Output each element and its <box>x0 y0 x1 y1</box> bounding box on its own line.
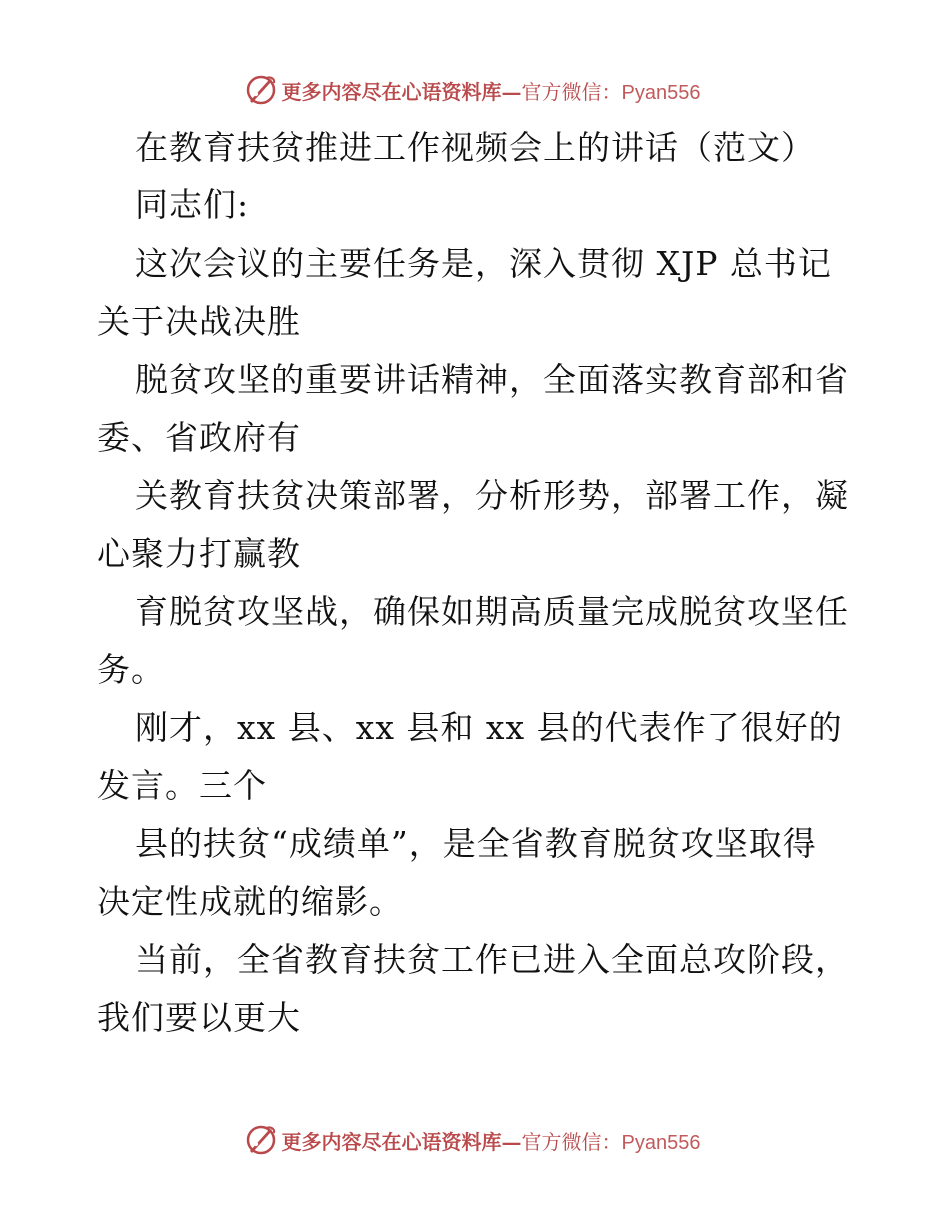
paragraph-line: 我们要以更大 <box>97 998 301 1037</box>
banner-text <box>282 1126 701 1155</box>
banner-content <box>244 1123 701 1157</box>
quill-pen-logo-icon <box>244 1123 278 1157</box>
paragraph-line: 刚才，xx 县、xx 县和 xx 县的代表作了很好的 <box>135 708 843 747</box>
banner-main-text: 更多内容尽在心语资料库— <box>281 79 522 104</box>
paragraph-line: 关教育扶贫决策部署，分析形势，部署工作，凝 <box>135 476 849 515</box>
banner-wechat-label: 官方微信： <box>521 1129 622 1154</box>
footer-banner <box>0 1120 950 1160</box>
document-title: 在教育扶贫推进工作视频会上的讲话（范文） <box>135 128 815 167</box>
banner-content <box>244 73 701 107</box>
paragraph-line: 当前，全省教育扶贫工作已进入全面总攻阶段， <box>135 940 849 979</box>
paragraph-line: 县的扶贫“成绩单”，是全省教育脱贫攻坚取得 <box>135 824 817 863</box>
banner-text <box>282 76 701 105</box>
header-banner <box>0 70 950 110</box>
banner-wechat-id: Pyan556 <box>621 81 701 104</box>
paragraph-line: 脱贫攻坚的重要讲话精神，全面落实教育部和省 <box>135 360 849 399</box>
paragraph-line: 发言。三个 <box>97 766 267 805</box>
paragraph-line: 这次会议的主要任务是，深入贯彻 XJP 总书记 <box>135 244 832 283</box>
paragraph-line: 育脱贫攻坚战，确保如期高质量完成脱贫攻坚任 <box>135 592 849 631</box>
paragraph-line: 决定性成就的缩影。 <box>97 882 403 921</box>
quill-pen-logo-icon <box>244 73 278 107</box>
paragraph-line: 心聚力打赢教 <box>97 534 301 573</box>
paragraph-line: 委、省政府有 <box>97 418 301 457</box>
banner-wechat-label: 官方微信： <box>521 79 622 104</box>
banner-main-text: 更多内容尽在心语资料库— <box>281 1129 522 1154</box>
paragraph-line: 同志们: <box>135 185 250 224</box>
banner-wechat-id: Pyan556 <box>621 1131 701 1154</box>
paragraph-line: 务。 <box>97 650 165 689</box>
paragraph-line: 关于决战决胜 <box>97 302 301 341</box>
